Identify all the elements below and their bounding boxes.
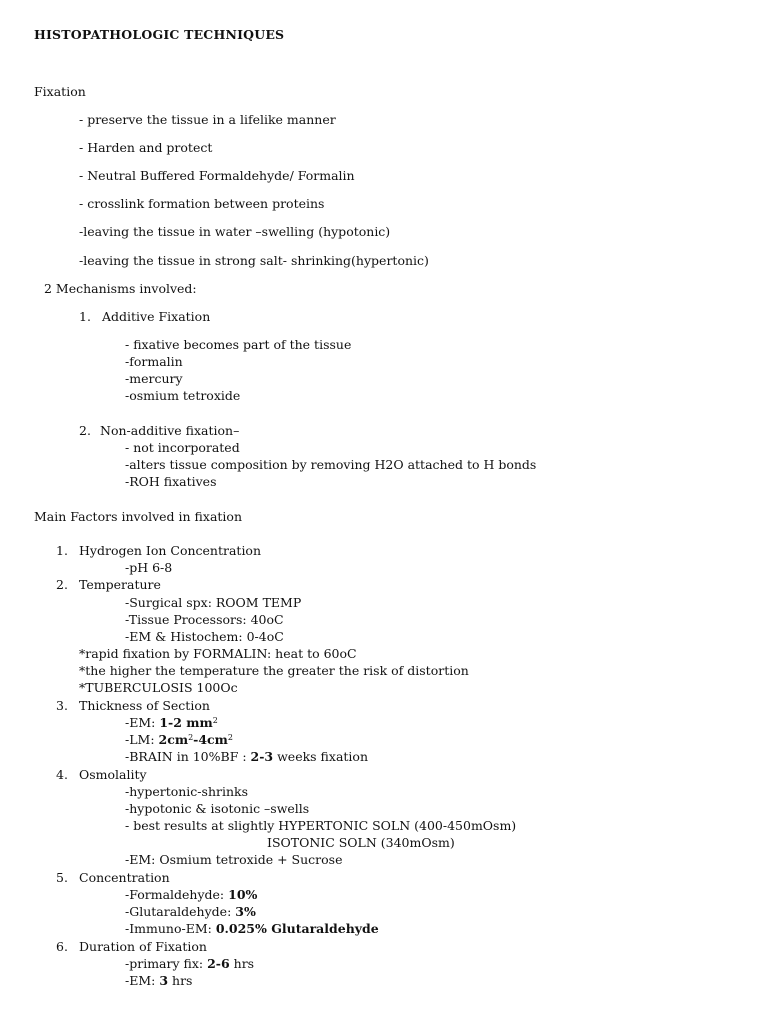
- factor-label: Concentration: [79, 870, 170, 885]
- factor-label: Hydrogen Ion Concentration: [79, 543, 262, 558]
- lm-sup-b: 2: [227, 733, 233, 742]
- lm-prefix: -LM:: [125, 732, 159, 747]
- em-sup: 2: [212, 716, 218, 725]
- em-duration-suffix: hrs: [168, 973, 193, 988]
- factor-item: -Surgical spx: ROOM TEMP: [125, 595, 302, 610]
- mechanism-item: -mercury: [125, 371, 183, 386]
- factor-item: [125, 973, 192, 989]
- brain-suffix: weeks fixation: [273, 749, 368, 764]
- factor-item: - best results at slightly HYPERTONIC SOLN (400-450mOsm): [125, 818, 517, 833]
- fixation-point: - Neutral Buffered Formaldehyde/ Formalin: [79, 168, 355, 183]
- factor-number: 6.: [56, 939, 68, 954]
- factor-item: -pH 6-8: [125, 560, 173, 575]
- mechanism-label: Non-additive fixation–: [100, 423, 240, 438]
- factor-number: 5.: [56, 870, 68, 885]
- factor-item: [125, 732, 233, 748]
- mechanism-item: - fixative becomes part of the tissue: [125, 337, 352, 352]
- factor-label: Thickness of Section: [79, 698, 210, 713]
- factor-label: Osmolality: [79, 767, 147, 782]
- lm-value-b: -4cm: [193, 732, 228, 747]
- mechanism-label: Additive Fixation: [102, 309, 211, 324]
- factor-item: -hypertonic-shrinks: [125, 784, 249, 799]
- primary-value: 2-6: [207, 956, 230, 971]
- brain-prefix: -BRAIN in 10%BF :: [125, 749, 251, 764]
- factor-item: -EM: Osmium tetroxide + Sucrose: [125, 852, 343, 867]
- glutaraldehyde-prefix: -Glutaraldehyde:: [125, 904, 236, 919]
- em-prefix: -EM:: [125, 715, 160, 730]
- factor-note: *the higher the temperature the greater the risk of distortion: [79, 663, 469, 678]
- factor-item: [125, 956, 254, 972]
- factors-heading: Main Factors involved in fixation: [34, 509, 242, 524]
- factor-item: [125, 715, 218, 731]
- fixation-point: - preserve the tissue in a lifelike manner: [79, 112, 336, 127]
- mechanisms-heading: 2 Mechanisms involved:: [44, 281, 197, 296]
- glutaraldehyde-value: 3%: [235, 904, 256, 919]
- mechanism-item: -ROH fixatives: [125, 474, 217, 489]
- factor-note: *TUBERCULOSIS 100Oc: [79, 680, 238, 695]
- mechanism-number: 1.: [79, 309, 91, 324]
- formaldehyde-prefix: -Formaldehyde:: [125, 887, 229, 902]
- factor-number: 2.: [56, 577, 68, 592]
- mechanism-number: 2.: [79, 423, 91, 438]
- primary-prefix: -primary fix:: [125, 956, 208, 971]
- immuno-value: 0.025% Glutaraldehyde: [215, 921, 379, 936]
- factor-label: Duration of Fixation: [79, 939, 207, 954]
- factor-item: ISOTONIC SOLN (340mOsm): [267, 835, 455, 850]
- em-duration-value: 3: [159, 973, 169, 988]
- factor-item: -Tissue Processors: 40oC: [125, 612, 284, 627]
- mechanism-item: - not incorporated: [125, 440, 240, 455]
- mechanism-item: -formalin: [125, 354, 183, 369]
- formaldehyde-value: 10%: [228, 887, 258, 902]
- em-value: 1-2 mm: [159, 715, 213, 730]
- factor-number: 4.: [56, 767, 68, 782]
- mechanism-item: -alters tissue composition by removing H2O attached to H bonds: [125, 457, 537, 472]
- fixation-point: - crosslink formation between proteins: [79, 196, 325, 211]
- factor-item: [125, 904, 256, 920]
- em-duration-prefix: -EM:: [125, 973, 160, 988]
- factor-note: *rapid fixation by FORMALIN: heat to 60oC: [79, 646, 357, 661]
- fixation-point: -leaving the tissue in strong salt- shrinking(hypertonic): [79, 253, 429, 268]
- factor-label: Temperature: [79, 577, 161, 592]
- factor-item: [125, 749, 368, 765]
- primary-suffix: hrs: [229, 956, 255, 971]
- factor-number: 1.: [56, 543, 68, 558]
- document-title: HISTOPATHOLOGIC TECHNIQUES: [34, 27, 285, 42]
- factor-item: [125, 887, 257, 903]
- immuno-prefix: -Immuno-EM:: [125, 921, 216, 936]
- mechanism-item: -osmium tetroxide: [125, 388, 241, 403]
- factor-number: 3.: [56, 698, 68, 713]
- fixation-point: - Harden and protect: [79, 140, 213, 155]
- factor-item: -hypotonic & isotonic –swells: [125, 801, 310, 816]
- fixation-heading: Fixation: [34, 84, 86, 99]
- brain-value: 2-3: [250, 749, 274, 764]
- lm-sup-a: 2: [188, 733, 194, 742]
- factor-item: [125, 921, 379, 937]
- fixation-point: -leaving the tissue in water –swelling (hypotonic): [79, 224, 391, 239]
- lm-value-a: 2cm: [158, 732, 189, 747]
- factor-item: -EM & Histochem: 0-4oC: [125, 629, 284, 644]
